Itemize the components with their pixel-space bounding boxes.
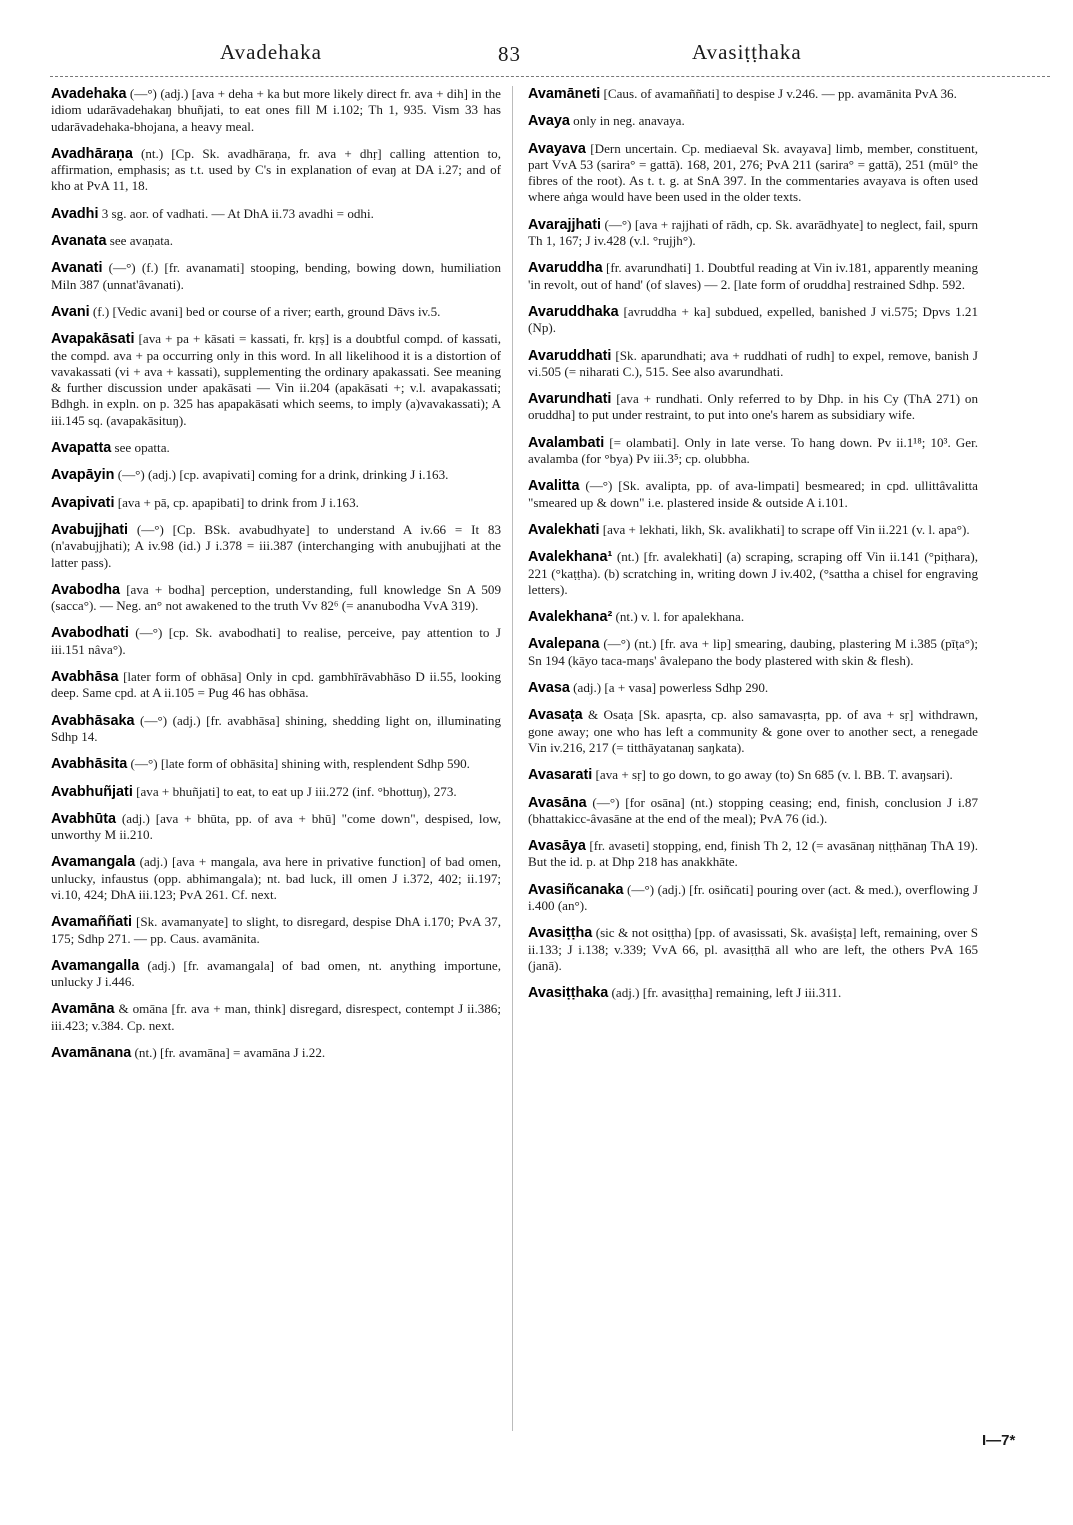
dictionary-entry — [51, 146, 501, 195]
dictionary-entry — [51, 233, 501, 249]
headword: Avapāyin — [51, 467, 115, 484]
entry-definition: (nt.) [fr. avamāna] = avamāna J i.22. — [131, 1045, 326, 1061]
dictionary-entry — [528, 113, 978, 129]
dictionary-entry — [51, 582, 501, 615]
dictionary-entry — [528, 348, 978, 381]
dictionary-entry — [51, 495, 501, 511]
headword: Avamaññati — [51, 914, 133, 931]
dictionary-entry — [528, 217, 978, 250]
dictionary-entry — [51, 331, 501, 429]
dictionary-entry — [528, 304, 978, 337]
headword: Avaya — [528, 113, 570, 130]
headword: Avabhuñjati — [51, 783, 133, 800]
entry-definition: (adj.) [ava + bhūta, pp. of ava + bhū] "come down", despised, low, unworthy M ii.210. — [51, 810, 501, 843]
headword: Avasāna — [528, 794, 587, 811]
entry-definition: see opatta. — [111, 440, 170, 456]
headword: Avasaṭa — [528, 707, 583, 724]
dictionary-entry — [51, 811, 501, 844]
dictionary-entry — [51, 1045, 501, 1061]
dictionary-entry — [528, 707, 978, 756]
entry-definition: [Dern uncertain. Cp. mediaeval Sk. avayava] limb, member, constituent, part VvA 53 (sarira° = gattā). 168, 201, 276; PvA 211 (sarira° = gattā), 251 (mūl° the fibres of the root). As t. t. g. at SnA 397. In the commentaries avayava is often used where aṅga would have been used in the older texts. — [528, 140, 978, 205]
headword: Avamangala — [51, 854, 136, 871]
headword: Avapakāsati — [51, 331, 135, 348]
dictionary-entry — [528, 141, 978, 206]
entry-definition: [ava + bhuñjati] to eat, to eat up J iii.272 (inf. °bhottuŋ), 273. — [132, 783, 457, 799]
headword: Avamānana — [51, 1045, 132, 1062]
dictionary-entry — [528, 86, 978, 102]
dictionary-entry — [528, 435, 978, 468]
entry-definition: (adj.) [ava + mangala, ava here in privative function] of bad omen, unlucky, infaustus (opp. abhimangala); nt. bad luck, ill omen J i.372, 402; ii.197; vi.10, 424; DhA iii.123; PvA 261. Cf. next. — [51, 854, 501, 902]
entry-definition: [ava + pa + kāsati = kassati, fr. kṛṣ] is a doubtful compd. of kassati, the compd. ava + pa occurring only in this word. In all likelihood it is a distortion of vavakassati (vi + ava + kassati), supplementing the ordinary apakassati. See meaning & further discussion under apakāsati — Vin ii.204 (apakāsati +; v.l. avapakassati; Bdhgh. in expln. on p. 325 has apapakāsati which seems, to imply (a)vavakassati); A iii.145 sq. (avapakāsituŋ). — [51, 331, 501, 428]
headword: Avasarati — [528, 767, 593, 784]
entry-definition: & Osaṭa [Sk. apasṛta, cp. also samavasṛta, pp. of ava + sṛ] withdrawn, gone away; one who has left a community & gone over to another sect, a renegade Vin iv.216, 217 (= titthāyatanaŋ saŋkata). — [528, 707, 978, 755]
headword: Avasiñcanaka — [528, 881, 624, 898]
headword: Avasiṭṭha — [528, 925, 593, 942]
headword: Avadhi — [51, 205, 99, 222]
entry-definition: [= olambati]. Only in late verse. To hang down. Pv ii.1¹⁸; 10³. Ger. avalamba (for °bya) Pv iii.3⁵; cp. olubbha. — [528, 434, 978, 467]
headword: Avabhūta — [51, 810, 117, 827]
entry-definition: only in neg. anavaya. — [569, 113, 685, 129]
entry-definition: (—°) (f.) [fr. avanamati] stooping, bending, bowing down, humiliation Miln 387 (unnat'âvanati). — [51, 260, 501, 292]
headword: Avasiṭṭhaka — [528, 985, 609, 1002]
headword: Avasa — [528, 680, 570, 697]
headword: Avabhāsa — [51, 669, 119, 686]
dictionary-entry — [51, 304, 501, 320]
entry-definition: (—°) [late form of obhāsita] shining with, resplendent Sdhp 590. — [127, 756, 470, 772]
entry-definition: (nt.) [fr. avalekhati] (a) scraping, scraping off Vin ii.141 (°piṭhara), 221 (°kaṭṭha). (b) scratching in, writing down J iv.402, (°sattha a chisel for engraving letters). — [528, 549, 978, 597]
dictionary-entry — [51, 260, 501, 293]
entry-definition: (nt.) [Cp. Sk. avadhāraṇa, fr. ava + dhṛ] calling attention to, affirmation, emphasis; as t.t. used by C's in explanation of evaŋ at DA i.27; and of kho at PvA 11, 18. — [51, 145, 501, 194]
headword: Avaruddhaka — [528, 303, 619, 320]
entry-definition: (f.) [Vedic avani] bed or course of a river; earth, ground Dāvs iv.5. — [89, 303, 441, 319]
headword: Avamāneti — [528, 86, 601, 102]
entry-definition: 3 sg. aor. of vadhati. — At DhA ii.73 avadhi = odhi. — [98, 205, 374, 221]
dictionary-entry — [51, 625, 501, 658]
headword: Avarundhati — [528, 391, 612, 408]
dictionary-entry — [528, 549, 978, 598]
headword: Avapivati — [51, 494, 115, 511]
header-right-guideword: Avasiṭṭhaka — [692, 40, 802, 64]
left-column — [51, 86, 501, 1072]
headword: Avani — [51, 303, 90, 320]
headword: Avabodha — [51, 581, 121, 598]
dictionary-entry — [528, 680, 978, 696]
dictionary-entry — [528, 478, 978, 511]
entry-definition: [ava + pā, cp. apapibati] to drink from J i.163. — [114, 494, 359, 510]
header-left-guideword: Avadehaka — [220, 40, 322, 64]
entry-definition: [Sk. aparundhati; ava + ruddhati of rudh] to expel, remove, banish J vi.505 (= niharati C.), 515. See also avarundhati. — [528, 347, 978, 379]
entry-definition: [Sk. avamanyate] to slight, to disregard, despise DhA i.170; PvA 37, 175; Sdhp 271. — pp. Caus. avamānita. — [51, 914, 501, 946]
headword: Avalekhana² — [528, 609, 613, 626]
dictionary-entry — [51, 914, 501, 947]
headword: Avanati — [51, 260, 103, 277]
headword: Avalambati — [528, 434, 605, 451]
entry-definition: & omāna [fr. ava + man, think] disregard, disrespect, contempt J ii.386; iii.423; v.384. Cp. next. — [51, 1001, 501, 1033]
entry-definition: (—°) [Cp. BSk. avabudhyate] to understand A iv.66 = It 83 (n'avabujjhati); A iv.98 (id.) J i.378 = iii.387 (interchanging with anubujjhati at the latter pass). — [51, 521, 501, 570]
signature-mark: I—7* — [982, 1432, 1016, 1449]
headword: Avabhāsita — [51, 756, 128, 773]
entry-definition: (nt.) v. l. for apalekhana. — [612, 609, 745, 625]
entry-definition: (—°) [ava + rajjhati of rādh, cp. Sk. avarādhyate] to neglect, fail, spurn Th 1, 167; J iv.428 (v.l. °rujjh°). — [528, 216, 978, 249]
page-number: 83 — [498, 42, 521, 66]
dictionary-entry — [528, 767, 978, 783]
dictionary-entry — [51, 958, 501, 991]
entry-definition: see avaṇata. — [106, 233, 173, 249]
dictionary-entry — [51, 86, 501, 135]
dictionary-entry — [528, 636, 978, 669]
entry-definition: (—°) [cp. Sk. avabodhati] to realise, perceive, pay attention to J iii.151 nâva°). — [51, 625, 501, 657]
dictionary-entry — [51, 784, 501, 800]
dictionary-entry — [528, 925, 978, 974]
entry-definition: [fr. avarundhati] 1. Doubtful reading at Vin iv.181, apparently meaning 'in revolt, out of hand' (of slaves) — 2. [late form of oruddha] restrained Sdhp. 592. — [528, 260, 978, 292]
dictionary-entry — [528, 260, 978, 293]
headword: Avasāya — [528, 838, 586, 855]
headword: Avamāna — [51, 1001, 115, 1018]
entry-definition: [ava + bodha] perception, understanding, full knowledge Sn A 509 (sacca°). — Neg. an° not awakened to the truth Vv 82⁶ (= ananubodha VvA 319). — [51, 581, 501, 614]
entry-definition: (adj.) [fr. avamangala] of bad omen, nt. anything importune, unlucky J i.446. — [51, 957, 501, 990]
entry-definition: [Caus. of avamaññati] to despise J v.246. — pp. avamānita PvA 36. — [600, 86, 957, 101]
dictionary-entry — [51, 854, 501, 903]
headword: Avaruddhati — [528, 347, 612, 364]
dictionary-entry — [51, 669, 501, 702]
entry-definition: (adj.) [a + vasa] powerless Sdhp 290. — [569, 680, 769, 696]
dictionary-entry — [528, 391, 978, 424]
headword: Avarajjhati — [528, 216, 602, 233]
headword: Avalitta — [528, 478, 580, 495]
dictionary-entry — [51, 206, 501, 222]
headword: Avabhāsaka — [51, 712, 135, 729]
headword: Avalekhati — [528, 521, 600, 538]
entry-definition: (—°) (adj.) [fr. osiñcati] pouring over (act. & med.), overflowing J i.400 (an°). — [528, 881, 978, 913]
dictionary-entry — [528, 609, 978, 625]
entry-definition: (—°) (adj.) [cp. avapivati] coming for a drink, drinking J i.163. — [114, 467, 449, 483]
headword: Avalekhana¹ — [528, 549, 613, 566]
entry-definition: [ava + lekhati, likh, Sk. avalikhati] to scrape off Vin ii.221 (v. l. apa°). — [599, 521, 970, 537]
headword: Avayava — [528, 140, 586, 157]
headword: Avamangalla — [51, 957, 140, 974]
page-header — [50, 40, 1050, 74]
entry-definition: [ava + sṛ] to go down, to go away (to) Sn 685 (v. l. BB. T. avaŋsari). — [592, 767, 953, 783]
headword: Avabodhati — [51, 625, 129, 642]
dictionary-entry — [528, 838, 978, 871]
entry-definition: (—°) (adj.) [ava + deha + ka but more likely direct fr. ava + dih] in the idiom udarāvadehakaŋ bhuñjati, to eat ones fill M i.102; Th 1, 935. Vism 33 has udarāvadehaka-bhojana, a heavy meal. — [51, 86, 501, 134]
dictionary-entry — [51, 1001, 501, 1034]
dictionary-entry — [528, 522, 978, 538]
dictionary-entry — [528, 985, 978, 1001]
entry-definition: [later form of obhāsa] Only in cpd. gambhīrāvabhāso D ii.55, looking deep. Same cpd. at A ii.105 = Pug 46 has obhāsa. — [51, 669, 501, 701]
headword: Avapatta — [51, 440, 112, 457]
dictionary-entry — [51, 440, 501, 456]
dictionary-entry — [528, 882, 978, 915]
dictionary-entry — [528, 795, 978, 828]
entry-definition: [avruddha + ka] subdued, expelled, banished J vi.575; Dpvs 1.21 (Np). — [528, 303, 978, 336]
entry-definition: (—°) [Sk. avalipta, pp. of ava-limpati] besmeared; in cpd. ullittâvalitta "smeared up & down" i.e. plastered inside & outside A i.101. — [528, 478, 978, 510]
headword: Avadhāraṇa — [51, 145, 133, 162]
headword: Avaruddha — [528, 260, 603, 277]
right-column — [528, 86, 978, 1012]
dictionary-entry — [51, 522, 501, 571]
entry-definition: (adj.) [fr. avasiṭṭha] remaining, left J iii.311. — [608, 985, 842, 1001]
dictionary-entry — [51, 756, 501, 772]
headword: Avadehaka — [51, 86, 127, 102]
header-rule — [50, 76, 1050, 77]
entry-definition: [fr. avaseti] stopping, end, finish Th 2, 12 (= avasānaŋ niṭṭhānaŋ ThA 19). But the id. p. at Dhp 218 has anakkhāte. — [528, 838, 978, 870]
entry-definition: (—°) [for osāna] (nt.) stopping ceasing; end, finish, conclusion J i.87 (bhattakicc-âvasāne at the end of the meal); PvA 76 (id.). — [528, 794, 978, 826]
headword: Avabujjhati — [51, 521, 129, 538]
entry-definition: (—°) (nt.) [fr. ava + lip] smearing, daubing, plastering M i.385 (pīṭa°); Sn 194 (kāyo taca-maŋs' âvalepano the body plastered with skin & flesh). — [528, 636, 978, 668]
dictionary-entry — [51, 467, 501, 483]
entry-definition: (sic & not osiṭṭha) [pp. of avasissati, Sk. avaśiṣṭa] left, remaining, over S ii.133; J i.138; v.339; VvA 66, pl. avasiṭṭhā all who are left, the others PvA 165 (janā). — [528, 925, 978, 973]
entry-definition: (—°) (adj.) [fr. avabhāsa] shining, shedding light on, illuminating Sdhp 14. — [51, 712, 501, 744]
headword: Avanata — [51, 233, 107, 250]
entry-definition: [ava + rundhati. Only referred to by Dhp. in his Cy (ThA 271) on oruddha] to put under restraint, to put into one's harem as subsidiary wife. — [528, 391, 978, 423]
column-divider — [512, 86, 513, 1431]
dictionary-entry — [51, 713, 501, 746]
headword: Avalepana — [528, 636, 600, 653]
